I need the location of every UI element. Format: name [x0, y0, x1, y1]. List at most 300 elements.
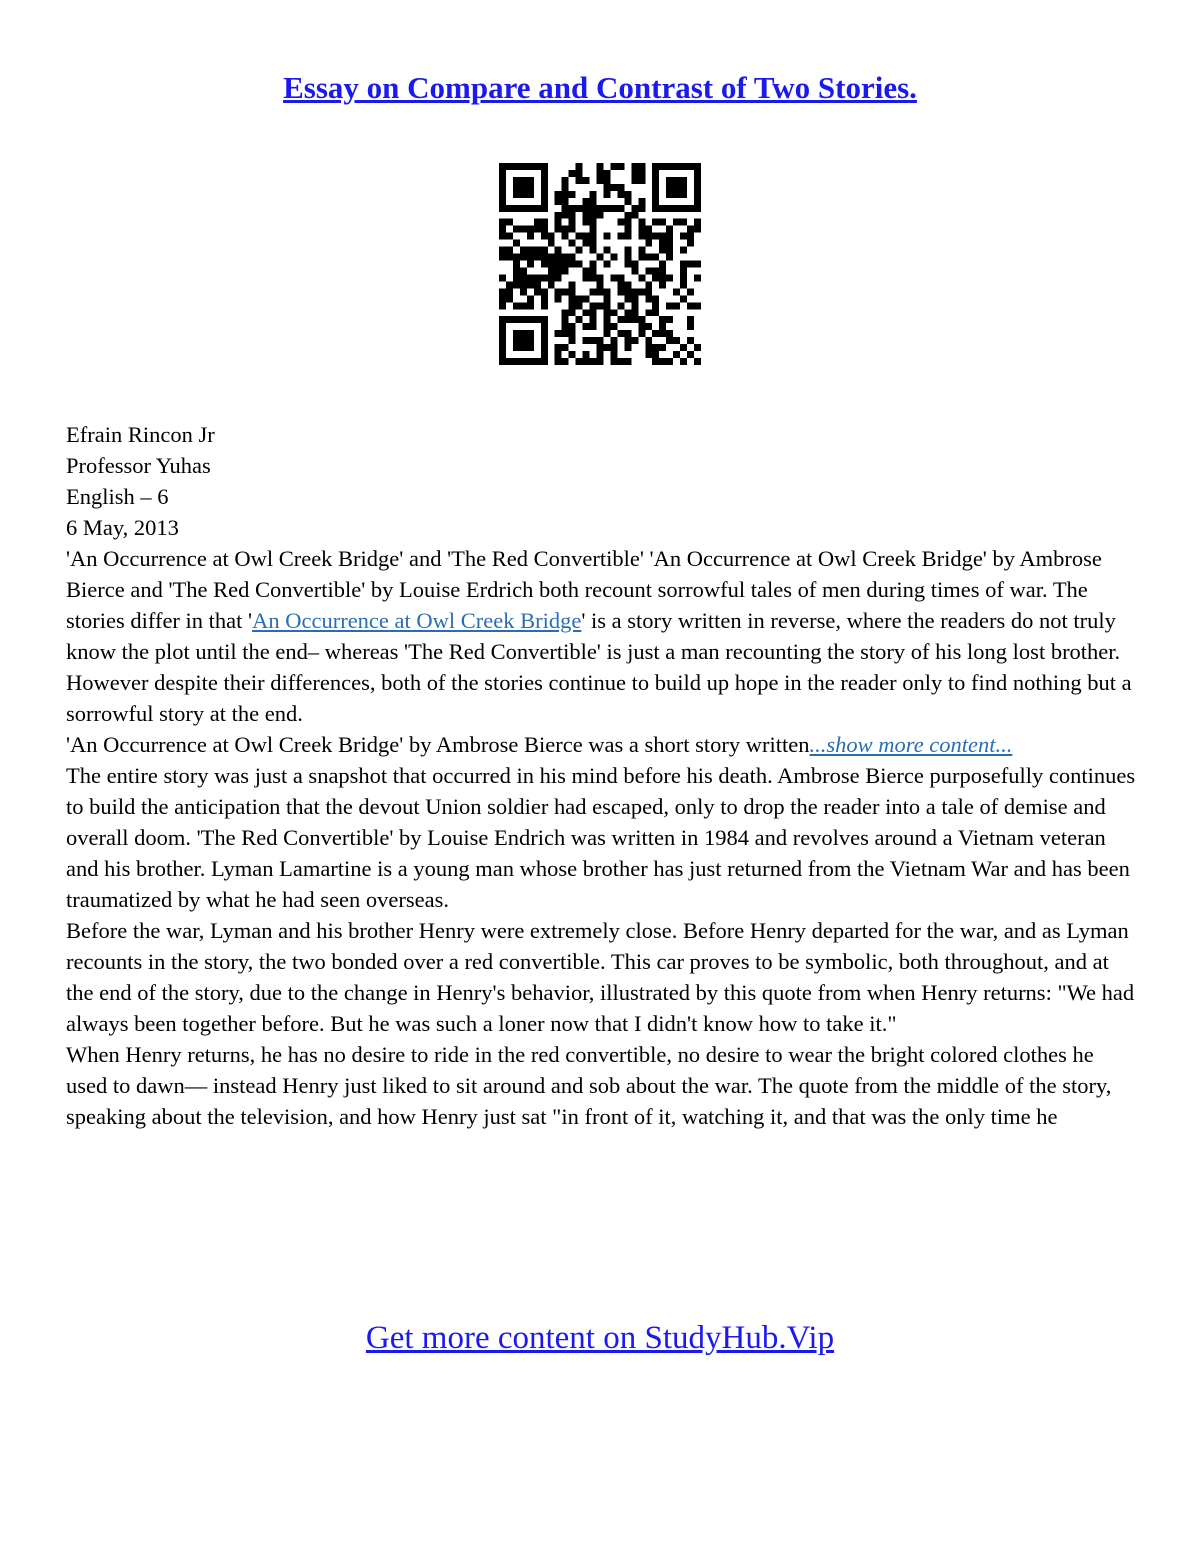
qr-module: [687, 226, 694, 233]
qr-module: [624, 219, 631, 226]
qr-module: [680, 344, 687, 351]
qr-module: [590, 274, 597, 281]
qr-module: [631, 295, 638, 302]
qr-module: [652, 274, 659, 281]
qr-module: [603, 247, 610, 254]
qr-module: [534, 316, 541, 323]
qr-module: [534, 281, 541, 288]
qr-module: [527, 358, 534, 365]
qr-module: [687, 233, 694, 240]
qr-module: [617, 191, 624, 198]
qr-module: [603, 177, 610, 184]
qr-module: [680, 281, 687, 288]
qr-module: [583, 323, 590, 330]
qr-module: [541, 358, 548, 365]
qr-module: [506, 254, 513, 261]
qr-module: [666, 254, 673, 261]
essay-body: [66, 419, 1138, 1132]
qr-module: [576, 295, 583, 302]
qr-module: [652, 302, 659, 309]
qr-module: [520, 344, 527, 351]
qr-module: [513, 330, 520, 337]
author-name: Efrain Rincon Jr: [66, 422, 215, 447]
qr-module: [527, 233, 534, 240]
qr-module: [513, 267, 520, 274]
qr-module: [555, 295, 562, 302]
qr-module: [576, 170, 583, 177]
qr-module: [499, 316, 506, 323]
qr-module: [562, 233, 569, 240]
document-title: [0, 66, 1200, 110]
qr-module: [513, 316, 520, 323]
qr-module: [569, 254, 576, 261]
qr-module: [659, 323, 666, 330]
qr-module: [583, 309, 590, 316]
qr-module: [694, 219, 701, 226]
qr-module: [527, 316, 534, 323]
qr-module: [652, 163, 659, 170]
qr-module: [617, 233, 624, 240]
qr-module: [590, 191, 597, 198]
qr-module: [597, 163, 604, 170]
qr-module: [617, 358, 624, 365]
qr-module: [687, 351, 694, 358]
qr-module: [673, 163, 680, 170]
qr-module: [624, 261, 631, 268]
paragraph-body-3: When Henry returns, he has no desire to ride in the red convertible, no desire to wear the bright colored clothes he used to dawn— instead Henry just liked to sit around and sob about the war. The quote from the middle of the story, speaking about the television, and how Henry just sat "in front of it, watching it, and that was the only time he: [66, 1042, 1112, 1129]
qr-module: [680, 358, 687, 365]
qr-module: [562, 267, 569, 274]
qr-module: [631, 309, 638, 316]
qr-module: [541, 344, 548, 351]
qr-module: [645, 267, 652, 274]
qr-module: [527, 205, 534, 212]
qr-module: [534, 226, 541, 233]
qr-module: [513, 226, 520, 233]
qr-module: [590, 212, 597, 219]
qr-module: [631, 302, 638, 309]
qr-module: [541, 226, 548, 233]
qr-module: [659, 344, 666, 351]
qr-module: [673, 351, 680, 358]
qr-module: [513, 358, 520, 365]
qr-module: [499, 254, 506, 261]
qr-module: [652, 351, 659, 358]
qr-module: [624, 358, 631, 365]
qr-module: [687, 261, 694, 268]
qr-module: [527, 330, 534, 337]
qr-module: [562, 177, 569, 184]
qr-module: [631, 267, 638, 274]
qr-module: [513, 337, 520, 344]
qr-module: [499, 344, 506, 351]
qr-module: [638, 247, 645, 254]
qr-module: [562, 212, 569, 219]
qr-module: [645, 337, 652, 344]
owl-creek-link[interactable]: An Occurrence at Owl Creek Bridge: [252, 608, 582, 633]
qr-module: [562, 316, 569, 323]
qr-module: [687, 337, 694, 344]
qr-module: [680, 177, 687, 184]
qr-module: [603, 295, 610, 302]
studyhub-link[interactable]: Get more content on StudyHub.Vip: [365, 1320, 835, 1356]
qr-module: [590, 337, 597, 344]
qr-module: [520, 177, 527, 184]
qr-module: [569, 219, 576, 226]
qr-module: [583, 274, 590, 281]
qr-module: [645, 233, 652, 240]
qr-module: [520, 288, 527, 295]
qr-module: [687, 302, 694, 309]
qr-module: [548, 267, 555, 274]
qr-module: [603, 288, 610, 295]
qr-module: [541, 247, 548, 254]
qr-module: [555, 226, 562, 233]
qr-module: [520, 205, 527, 212]
paragraph-summary-text: 'An Occurrence at Owl Creek Bridge' by Ambrose Bierce was a short story written: [66, 732, 810, 757]
qr-module: [680, 267, 687, 274]
qr-module: [583, 205, 590, 212]
qr-module: [617, 302, 624, 309]
qr-module: [562, 261, 569, 268]
qr-module: [597, 170, 604, 177]
qr-module: [694, 226, 701, 233]
qr-module: [597, 358, 604, 365]
qr-module: [666, 191, 673, 198]
qr-module: [499, 330, 506, 337]
qr-module: [624, 212, 631, 219]
qr-module: [555, 344, 562, 351]
qr-module: [569, 295, 576, 302]
qr-module: [513, 344, 520, 351]
qr-module: [541, 191, 548, 198]
qr-module: [590, 302, 597, 309]
qr-module: [534, 274, 541, 281]
qr-module: [680, 233, 687, 240]
footer: [0, 1316, 1200, 1360]
qr-module: [541, 316, 548, 323]
qr-module: [617, 316, 624, 323]
qr-module: [590, 261, 597, 268]
qr-module: [590, 358, 597, 365]
qr-module: [534, 163, 541, 170]
qr-module: [652, 184, 659, 191]
qr-module: [541, 170, 548, 177]
qr-module: [645, 281, 652, 288]
qr-module: [610, 254, 617, 261]
qr-module: [631, 288, 638, 295]
qr-module: [631, 316, 638, 323]
qr-module: [506, 233, 513, 240]
qr-module: [590, 226, 597, 233]
qr-module: [694, 302, 701, 309]
qr-module: [520, 316, 527, 323]
qr-module: [610, 309, 617, 316]
qr-module: [555, 358, 562, 365]
qr-module: [527, 281, 534, 288]
qr-module: [541, 274, 548, 281]
qr-module: [638, 274, 645, 281]
qr-module: [631, 163, 638, 170]
qr-module: [624, 295, 631, 302]
qr-module: [569, 302, 576, 309]
show-more-link[interactable]: ...show more content...: [809, 732, 1013, 757]
qr-module: [541, 184, 548, 191]
qr-module: [583, 198, 590, 205]
qr-module: [590, 288, 597, 295]
qr-module: [513, 261, 520, 268]
qr-module: [659, 274, 666, 281]
qr-module: [638, 219, 645, 226]
qr-module: [694, 191, 701, 198]
qr-module: [673, 337, 680, 344]
qr-module: [603, 316, 610, 323]
qr-module: [541, 330, 548, 337]
qr-module: [499, 233, 506, 240]
qr-module: [513, 281, 520, 288]
qr-module: [666, 302, 673, 309]
qr-module: [576, 247, 583, 254]
qr-module: [520, 267, 527, 274]
qr-module: [603, 261, 610, 268]
qr-module: [624, 344, 631, 351]
qr-module: [527, 163, 534, 170]
qr-module: [513, 177, 520, 184]
qr-module: [548, 281, 555, 288]
qr-module: [520, 281, 527, 288]
qr-module: [562, 288, 569, 295]
qr-module: [583, 267, 590, 274]
qr-module: [652, 330, 659, 337]
qr-module: [569, 281, 576, 288]
qr-module: [631, 177, 638, 184]
qr-module: [659, 233, 666, 240]
qr-module: [638, 316, 645, 323]
qr-module: [597, 205, 604, 212]
qr-module: [499, 226, 506, 233]
qr-module: [680, 261, 687, 268]
qr-module: [499, 170, 506, 177]
qr-module: [576, 261, 583, 268]
qr-module: [631, 337, 638, 344]
paragraph-summary: [66, 729, 1138, 760]
qr-module: [638, 288, 645, 295]
qr-module: [617, 219, 624, 226]
qr-module: [603, 330, 610, 337]
qr-module: [520, 163, 527, 170]
qr-module: [499, 274, 506, 281]
qr-module: [617, 288, 624, 295]
qr-module: [583, 212, 590, 219]
qr-module: [527, 254, 534, 261]
qr-module: [610, 344, 617, 351]
qr-module: [638, 163, 645, 170]
qr-module: [624, 247, 631, 254]
qr-module: [617, 330, 624, 337]
qr-module: [666, 205, 673, 212]
qr-module: [576, 358, 583, 365]
qr-code-icon: [499, 163, 701, 365]
qr-module: [694, 261, 701, 268]
qr-module: [603, 191, 610, 198]
qr-module: [694, 358, 701, 365]
qr-module: [562, 358, 569, 365]
qr-module: [534, 358, 541, 365]
qr-module: [499, 177, 506, 184]
paragraph-body-1: The entire story was just a snapshot that occurred in his mind before his death. Ambrose Bierce purposefully continues to build the anticipation that the devout Union soldier had escaped, only to drop the reader into a tale of demise and overall doom. 'The Red Convertible' by Louise Endrich was written in 1984 and revolves around a Vietnam veteran and his brother. Lyman Lamartine is a young man whose brother has just returned from the Vietnam War and has been traumatized by what he had seen overseas.: [66, 763, 1136, 912]
qr-module: [652, 198, 659, 205]
qr-module: [666, 163, 673, 170]
qr-module: [562, 309, 569, 316]
qr-module: [666, 247, 673, 254]
qr-module: [499, 247, 506, 254]
qr-module: [624, 191, 631, 198]
qr-module: [499, 351, 506, 358]
qr-module: [638, 205, 645, 212]
qr-module: [645, 240, 652, 247]
qr-module: [610, 358, 617, 365]
qr-module: [555, 212, 562, 219]
qr-module: [562, 226, 569, 233]
qr-module: [555, 261, 562, 268]
qr-module: [597, 254, 604, 261]
qr-module: [583, 177, 590, 184]
qr-module: [513, 302, 520, 309]
qr-module: [610, 184, 617, 191]
qr-module: [513, 254, 520, 261]
qr-module: [603, 344, 610, 351]
qr-module: [680, 191, 687, 198]
qr-module: [597, 302, 604, 309]
qr-module: [645, 351, 652, 358]
qr-module: [583, 337, 590, 344]
qr-module: [499, 288, 506, 295]
qr-module: [617, 205, 624, 212]
qr-module: [624, 309, 631, 316]
qr-module: [513, 205, 520, 212]
qr-module: [541, 233, 548, 240]
qr-module: [499, 302, 506, 309]
qr-module: [652, 295, 659, 302]
qr-module: [527, 302, 534, 309]
qr-module: [652, 233, 659, 240]
qr-module: [520, 274, 527, 281]
qr-module: [569, 205, 576, 212]
qr-module: [652, 358, 659, 365]
qr-module: [555, 247, 562, 254]
qr-module: [499, 337, 506, 344]
qr-module: [527, 184, 534, 191]
qr-module: [694, 163, 701, 170]
qr-module: [527, 247, 534, 254]
qr-module: [624, 288, 631, 295]
qr-module: [694, 198, 701, 205]
qr-module: [638, 198, 645, 205]
qr-module: [569, 351, 576, 358]
qr-module: [597, 288, 604, 295]
qr-module: [499, 295, 506, 302]
course-name: English – 6: [66, 484, 169, 509]
qr-module: [694, 344, 701, 351]
qr-module: [520, 247, 527, 254]
qr-module: [569, 323, 576, 330]
qr-module: [569, 330, 576, 337]
qr-module: [527, 191, 534, 198]
qr-module: [541, 198, 548, 205]
qr-module: [694, 274, 701, 281]
qr-module: [541, 323, 548, 330]
qr-module: [694, 177, 701, 184]
qr-module: [520, 337, 527, 344]
qr-module: [610, 205, 617, 212]
qr-module: [541, 302, 548, 309]
qr-module: [624, 254, 631, 261]
qr-module: [603, 323, 610, 330]
qr-module: [631, 212, 638, 219]
qr-module: [645, 309, 652, 316]
qr-module: [555, 267, 562, 274]
qr-module: [624, 233, 631, 240]
qr-module: [583, 240, 590, 247]
title-link[interactable]: Essay on Compare and Contrast of Two Stories.: [283, 70, 917, 105]
qr-module: [659, 330, 666, 337]
qr-module: [590, 198, 597, 205]
qr-module: [576, 302, 583, 309]
qr-module: [680, 247, 687, 254]
qr-module: [569, 261, 576, 268]
qr-module: [659, 316, 666, 323]
qr-module: [652, 254, 659, 261]
qr-module: [562, 254, 569, 261]
professor-name: Professor Yuhas: [66, 453, 211, 478]
qr-module: [673, 219, 680, 226]
qr-module: [624, 316, 631, 323]
qr-module: [541, 219, 548, 226]
qr-module: [638, 226, 645, 233]
qr-module: [652, 205, 659, 212]
qr-module: [617, 274, 624, 281]
qr-module: [610, 351, 617, 358]
qr-module: [506, 247, 513, 254]
qr-module: [541, 351, 548, 358]
qr-module: [597, 177, 604, 184]
qr-module: [638, 323, 645, 330]
qr-module: [562, 198, 569, 205]
qr-module: [687, 240, 694, 247]
qr-module: [631, 205, 638, 212]
qr-module: [687, 205, 694, 212]
qr-module: [513, 184, 520, 191]
qr-module: [638, 330, 645, 337]
qr-module: [597, 337, 604, 344]
qr-module: [687, 163, 694, 170]
qr-module: [590, 219, 597, 226]
qr-module: [583, 233, 590, 240]
qr-module: [617, 163, 624, 170]
qr-module: [576, 177, 583, 184]
qr-module: [506, 219, 513, 226]
qr-module: [513, 163, 520, 170]
qr-module: [548, 233, 555, 240]
qr-module: [555, 274, 562, 281]
qr-module: [645, 344, 652, 351]
qr-module: [499, 358, 506, 365]
qr-module: [631, 170, 638, 177]
qr-module: [624, 226, 631, 233]
qr-module: [576, 233, 583, 240]
qr-module: [666, 226, 673, 233]
paragraph-intro-text-b: ' is a story written in reverse, where the readers do not truly know the plot until the end– whereas 'The Red Convertible' is just a man recounting the story of his long lost brother. However despite their differences, both of the stories continue to build up hope in the reader only to find nothing but a sorrowful story at the end.: [66, 608, 1132, 726]
